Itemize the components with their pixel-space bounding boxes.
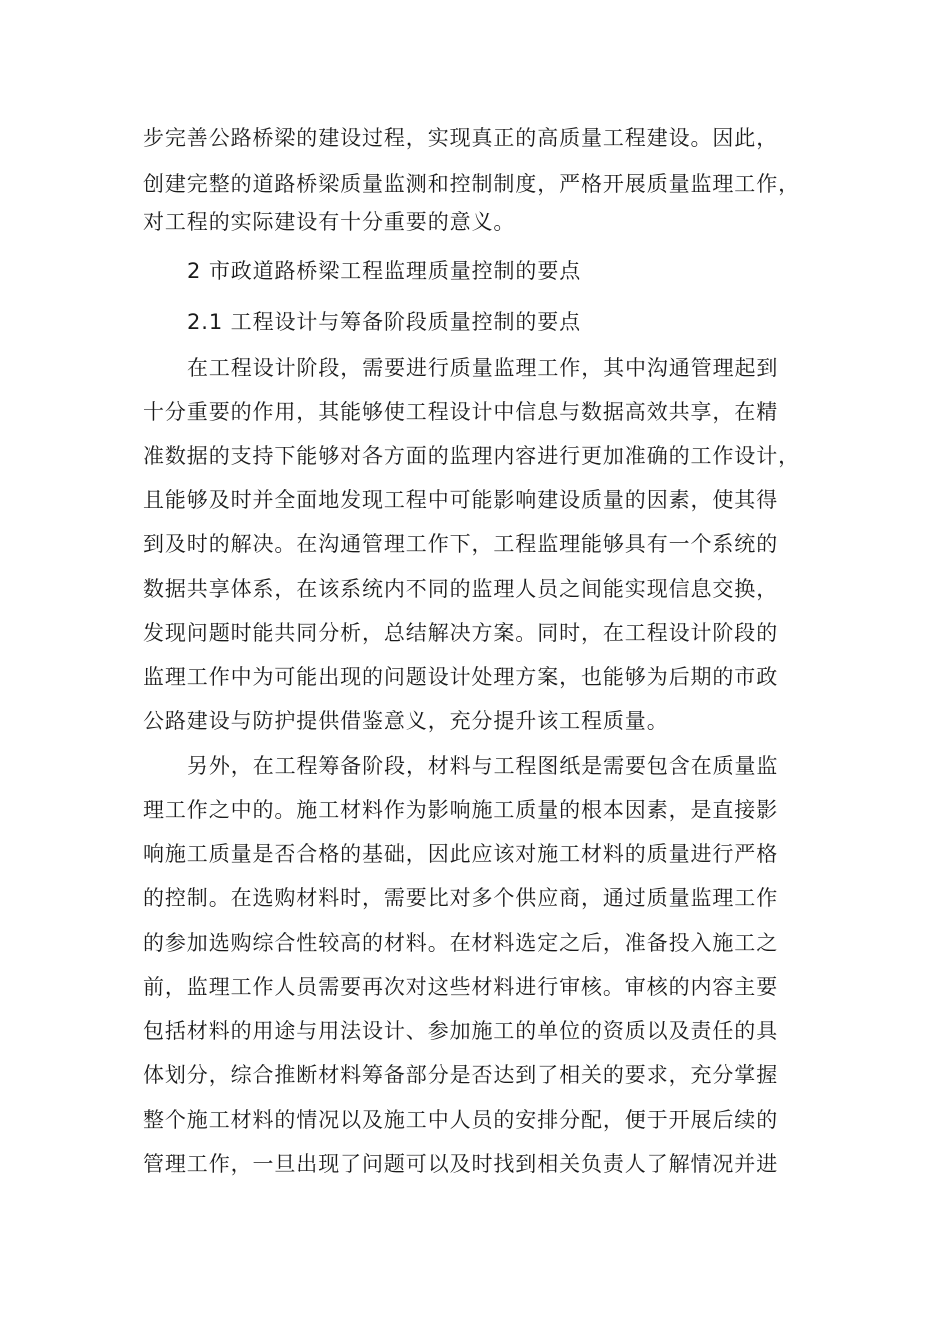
body-text-line: 前，监理工作人员需要再次对这些材料进行审核。审核的内容主要	[143, 975, 779, 999]
body-text-line: 十分重要的作用，其能够使工程设计中信息与数据高效共享，在精	[143, 400, 779, 424]
body-text-line: 的参加选购综合性较高的材料。在材料选定之后，准备投入施工之	[143, 931, 779, 955]
body-text-line: 理工作之中的。施工材料作为影响施工质量的根本因素，是直接影	[143, 798, 779, 822]
body-text-line: 管理工作，一旦出现了问题可以及时找到相关负责人了解情况并进	[143, 1152, 779, 1176]
body-text-line: 另外，在工程筹备阶段，材料与工程图纸是需要包含在质量监	[187, 754, 779, 778]
body-text-line: 监理工作中为可能出现的问题设计处理方案，也能够为后期的市政	[143, 665, 779, 689]
section-heading: 2 市政道路桥梁工程监理质量控制的要点	[187, 259, 582, 283]
body-text-line: 在工程设计阶段，需要进行质量监理工作，其中沟通管理起到	[187, 356, 779, 380]
body-text-line: 且能够及时并全面地发现工程中可能影响建设质量的因素，使其得	[143, 488, 779, 512]
body-text-line: 创建完整的道路桥梁质量监测和控制制度，严格开展质量监理工作，	[143, 172, 800, 196]
body-text-line: 数据共享体系，在该系统内不同的监理人员之间能实现信息交换，	[143, 577, 779, 601]
body-text-line: 包括材料的用途与用法设计、参加施工的单位的资质以及责任的具	[143, 1019, 779, 1043]
body-text-line: 响施工质量是否合格的基础，因此应该对施工材料的质量进行严格	[143, 842, 779, 866]
body-text-line: 公路建设与防护提供借鉴意义，充分提升该工程质量。	[143, 709, 669, 733]
body-text-line: 体划分，综合推断材料筹备部分是否达到了相关的要求，充分掌握	[143, 1063, 779, 1087]
body-text-line: 准数据的支持下能够对各方面的监理内容进行更加准确的工作设计，	[143, 444, 800, 468]
body-text-line: 整个施工材料的情况以及施工中人员的安排分配，便于开展后续的	[143, 1108, 779, 1132]
subsection-heading: 2.1 工程设计与筹备阶段质量控制的要点	[187, 310, 582, 334]
body-text-line: 到及时的解决。在沟通管理工作下，工程监理能够具有一个系统的	[143, 532, 779, 556]
body-text-line: 的控制。在选购材料时，需要比对多个供应商，通过质量监理工作	[143, 886, 779, 910]
body-text-line: 步完善公路桥梁的建设过程，实现真正的高质量工程建设。因此，	[143, 126, 779, 150]
body-text-line: 对工程的实际建设有十分重要的意义。	[143, 210, 516, 234]
body-text-line: 发现问题时能共同分析，总结解决方案。同时，在工程设计阶段的	[143, 621, 779, 645]
